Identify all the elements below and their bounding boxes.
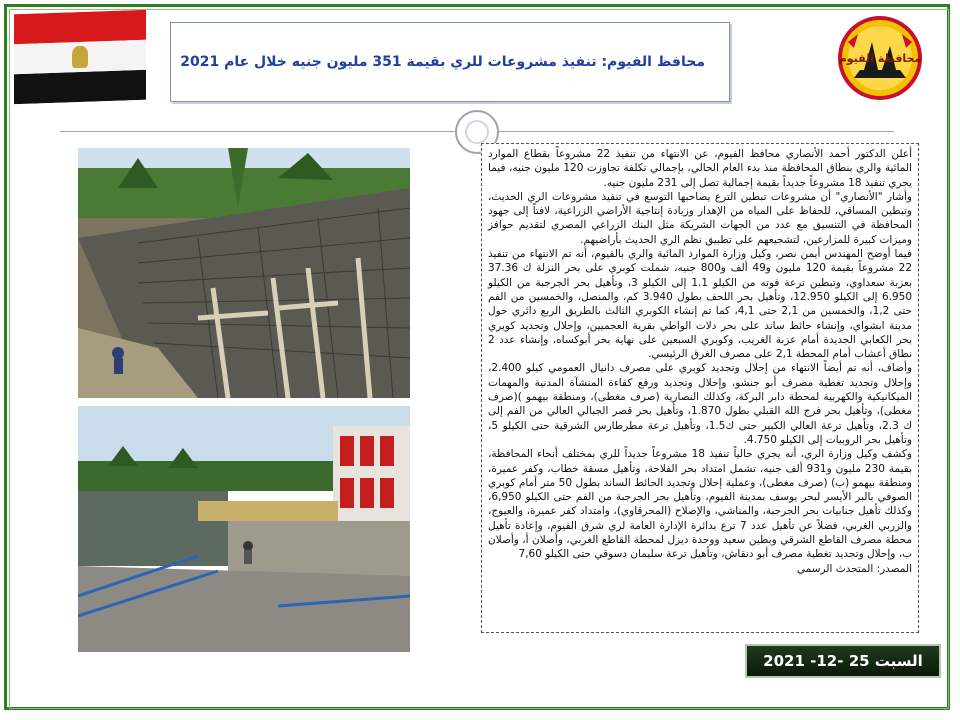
article-paragraph: فيما أوضح المهندس أيمن نصر، وكيل وزارة الموارد المائية والري بالفيوم، أنه تم الانتهاء من تنفيذ 22 مشروعاً بقيمة 120 مليون و49 ألف و800 جنيه، شملت كوبري على بحر النزلة ك 37.36 بعزبة سعداوي، وتبطين ترعة فوته من الكيلو 1.1 إلى الكيلو 3، وتأهيل بحر الجرجبة من الكيلو 6.950 إلى الكيلو 12.950، وتأهيل بحر اللحف بطول 3.940 كم، والمنصل، والخمسين من الفم حتى 1,2، والخمسين من 2,1 حتى 4,1، كما تم إنشاء الكوبري الثالث بالطريق الربع دائري حول مدينة ابشواي، وإنشاء حائط ساند على بحر دلات الواطي بقرية العجميين، وإحلال وتجديد كوبري بحر الكعابي الجديدة أمام عزبة الغريب، وكوبري السبعين على نهاية بحر أبوكساه، وإنشاء عدد 2 نطاق أعشاب أمام المحطة 2,1 على مصرف الغرق الرئيسي. (488, 248, 913, 361)
headline: محافظ الفيوم: تنفيذ مشروعات للري بقيمة 351 مليون جنيه خلال عام 2021 (180, 54, 705, 70)
photo-canal-lining (78, 148, 410, 398)
date-banner (745, 644, 941, 678)
article-source: المصدر: المتحدث الرسمي (796, 562, 912, 575)
date-label: السبت 25 -12- 2021 (763, 652, 923, 670)
photo-pumping-station (78, 406, 410, 652)
article-paragraph: وكشف وكيل وزارة الري، أنه يجري حالياً تنفيذ 18 مشروعاً جديداً للري بمختلف أنحاء المحافظة، بقيمة 230 مليون و931 ألف جنيه، تشمل امتداد بحر الفلاحة، وتأهيل مسقة خطاب، وكفر عميرة، ومنطقة بيهمو (ب) (صرف مغطى)، وعملية إحلال وتجديد الحائط الساند بطول 50 متر أمام كوبري الصوفي بالبر الأيسر لبحر يوسف بمدينة الفيوم، وتأهيل بحر الجرجبة من الفم حتى الكيلو 6,950، وكذلك تأهيل جنابيات بحر الجرجبة، والمناشي، والإصلاح (المحرقاوي)، وامتداد كفر عميرة، والعيوج، والزربي الغربي، فضلاً عن تأهيل عدد 7 ترع بدائرة الإدارة العامة لري شرق الفيوم، وإعادة تأهيل محطة مصرف القاطع الشرقي وبطين سعيد ووحدة ديزل لمحطة القاطع الغربي، وأصلان أ، وأصلان ب، وإحلال وتجديد تغطية مصرف أبو دنقاش، وتأهيل ترعة سليمان دسوقي حتى الكيلو 7,60 (488, 448, 913, 561)
article-body (481, 143, 919, 633)
article-paragraph: أعلن الدكتور أحمد الأنصاري محافظ الفيوم، عن الانتهاء من تنفيذ 22 مشروعاً بقطاع الموارد المائية والري بنطاق المحافظة منذ بدء العام الحالي، بإجمالي تكلفة تجاوزت 120 مليون جنيه، فيما يجري تنفيذ 18 مشروعاً جديداً بقيمة إجمالية تصل إلى 231 مليون جنيه. (488, 148, 912, 189)
headline-box (170, 22, 730, 102)
logo-text: محافظة الفيوم (838, 52, 922, 65)
article-paragraph: وأضاف، أنه تم أيضاً الانتهاء من إحلال وتجديد كوبري على مصرف دانيال العمومي كيلو 2.400، وإحلال وتجديد تغطية مصرف أبو جنشو، وإحلال وتجديد ورفع كفاءة المنشآة المدنية والمهمات الميكانيكية والكهربية لمحطة دابر البركة، وكذلك النصارية (صرف مغطى)، ومنطقة بيهمو )(صرف مغطى)، وتأهيل بحر فرج الله القبلي بطول 1.870، وتأهيل بحر قصر الجبالي العالي من الفم إلى ك 2.3، وتأهيل ترعة العالي الكبير حتى ك1.5، وتأهيل ترعة مطرطارس الشرقية حتى الكيلو 5، وتأهيل بحر الروبيات إلى الكيلو 4.750. (488, 362, 912, 446)
egypt-flag-icon (14, 10, 146, 105)
article-paragraph: وأشار "الأنصاري" أن مشروعات تبطين الترع يصاحبها التوسع في تنفيذ مشروعات الري الحديث، وتبطين المساقي، للحفاظ على المياه من الإهدار وزيادة إنتاجية الأراضي الزراعية، لافتاً إلى جهود المحافظة في التنسيق مع عدد من الجهات الشريكة مثل البنك الزراعي المصري لتقديم حوافز وميزات كبيرة للمزارعين، لتشجيعهم على تطبيق نظم الري الحديث بأراضيهم. (488, 190, 912, 246)
fayoum-governorate-logo (834, 12, 926, 104)
